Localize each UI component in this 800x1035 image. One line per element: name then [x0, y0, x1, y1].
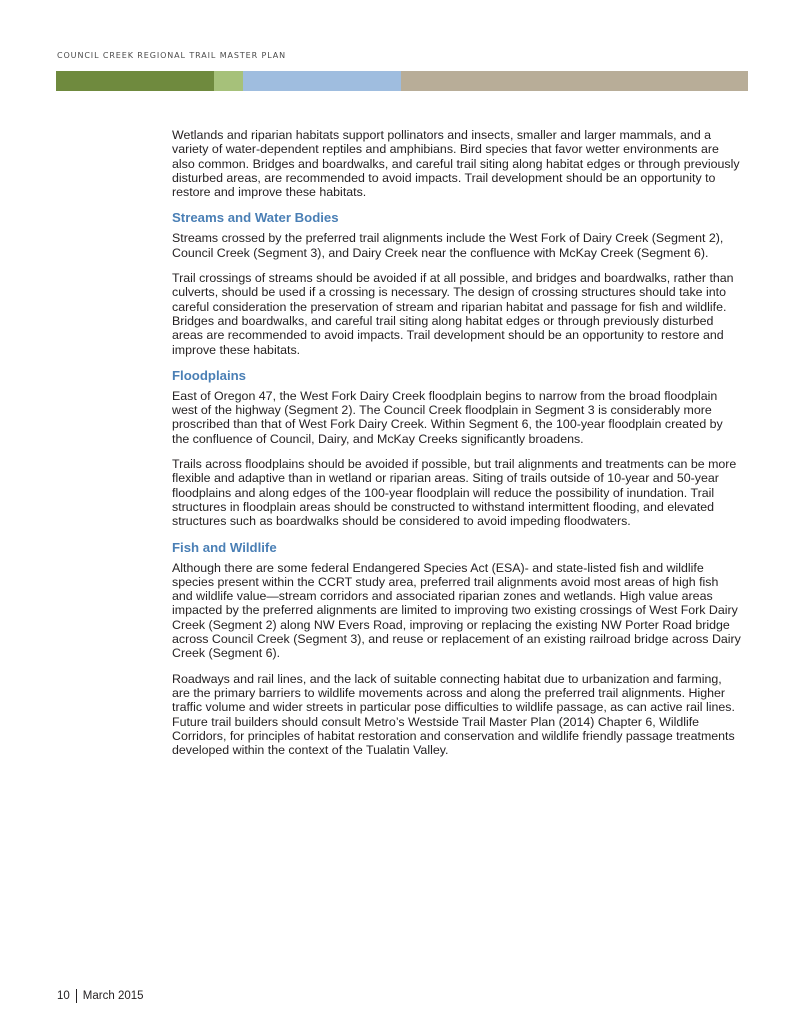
- main-content: [172, 128, 742, 768]
- page-number: 10: [57, 990, 70, 1002]
- fish-paragraph-1: Although there are some federal Endangered Species Act (ESA)- and state-listed fish and wildlife species present within the CCRT study area, preferred trail alignments avoid most areas of high fish and wildlife value—stream corridors and associated riparian zones and wetlands. High value areas impacted by the preferred alignments are limited to improving two existing crossings of West Fork Dairy Creek (Segment 2) along NW Evers Road, improving or replacing the existing NW Porter Road bridge across Council Creek (Segment 3), and reuse or replacement of an existing railroad bridge across Dairy Creek (Segment 6).: [172, 560, 741, 661]
- footer-separator: [76, 989, 77, 1003]
- streams-paragraph-2: Trail crossings of streams should be avoided if at all possible, and bridges and boardwalks, rather than culverts, should be used if a crossing is necessary. The design of crossing structures should take into careful consideration the preservation of stream and riparian habitat and passage for fish and wildlife. Bridges and boardwalks, and careful trail siting along habitat edges or through previously disturbed areas are recommended to avoid impacts. Trail development should be an opportunity to restore and improve these habitats.: [172, 271, 734, 357]
- running-header: COUNCIL CREEK REGIONAL TRAIL MASTER PLAN: [57, 51, 287, 60]
- heading-streams: Streams and Water Bodies: [172, 210, 339, 226]
- color-bar-segment-light-green: [214, 71, 243, 91]
- heading-floodplains: Floodplains: [172, 367, 246, 383]
- floodplains-paragraph-2: Trails across floodplains should be avoided if possible, but trail alignments and treatments can be more flexible and adaptive than in wetland or riparian areas. Siting of trails outside of 10-year and 50-year floodplains and along edges of the 100-year floodplain will reduce the possibility of inundation. Trail structures in floodplain areas should be constructed to withstand intermittent flooding, and elevated structures such as boardwalks should be considered to avoid impeding floodwaters.: [172, 457, 737, 529]
- page-footer: [57, 989, 144, 1003]
- header-color-bar: [56, 71, 748, 91]
- footer-date: March 2015: [82, 990, 144, 1002]
- streams-paragraph-1: Streams crossed by the preferred trail alignments include the West Fork of Dairy Creek (Segment 2), Council Creek (Segment 3), and Dairy Creek near the confluence with McKay Creek (Segment 6).: [172, 231, 724, 260]
- heading-fish-wildlife: Fish and Wildlife: [172, 539, 277, 555]
- fish-paragraph-2: Roadways and rail lines, and the lack of suitable connecting habitat due to urbanization and farming, are the primary barriers to wildlife movements across and along the preferred trail alignments. Higher traffic volume and wider streets in particular pose difficulties to wildlife passage, as can active rail lines. Future trail builders should consult Metro’s Westside Trail Master Plan (2014) Chapter 6, Wildlife Corridors, for principles of habitat restoration and conservation and wildlife friendly passage treatments developed within the context of the Tualatin Valley.: [172, 671, 735, 758]
- color-bar-segment-tan: [401, 71, 748, 91]
- intro-paragraph: Wetlands and riparian habitats support pollinators and insects, smaller and larger mammals, and a variety of water-dependent reptiles and amphibians. Bird species that favor wetter environments are also common. Bridges and boardwalks, and careful trail siting along habitat edges or through previously disturbed areas, are recommended to avoid impacts. Trail development should be an opportunity to restore and improve these habitats.: [172, 128, 740, 200]
- floodplains-paragraph-1: East of Oregon 47, the West Fork Dairy Creek floodplain begins to narrow from the broad floodplain west of the highway (Segment 2). The Council Creek floodplain in Segment 3 is considerably more proscribed than that of West Fork Dairy Creek. Within Segment 6, the 100-year floodplain created by the confluence of Council, Dairy, and McKay Creeks significantly broadens.: [172, 388, 723, 446]
- color-bar-segment-dark-green: [56, 71, 214, 91]
- color-bar-segment-blue: [243, 71, 401, 91]
